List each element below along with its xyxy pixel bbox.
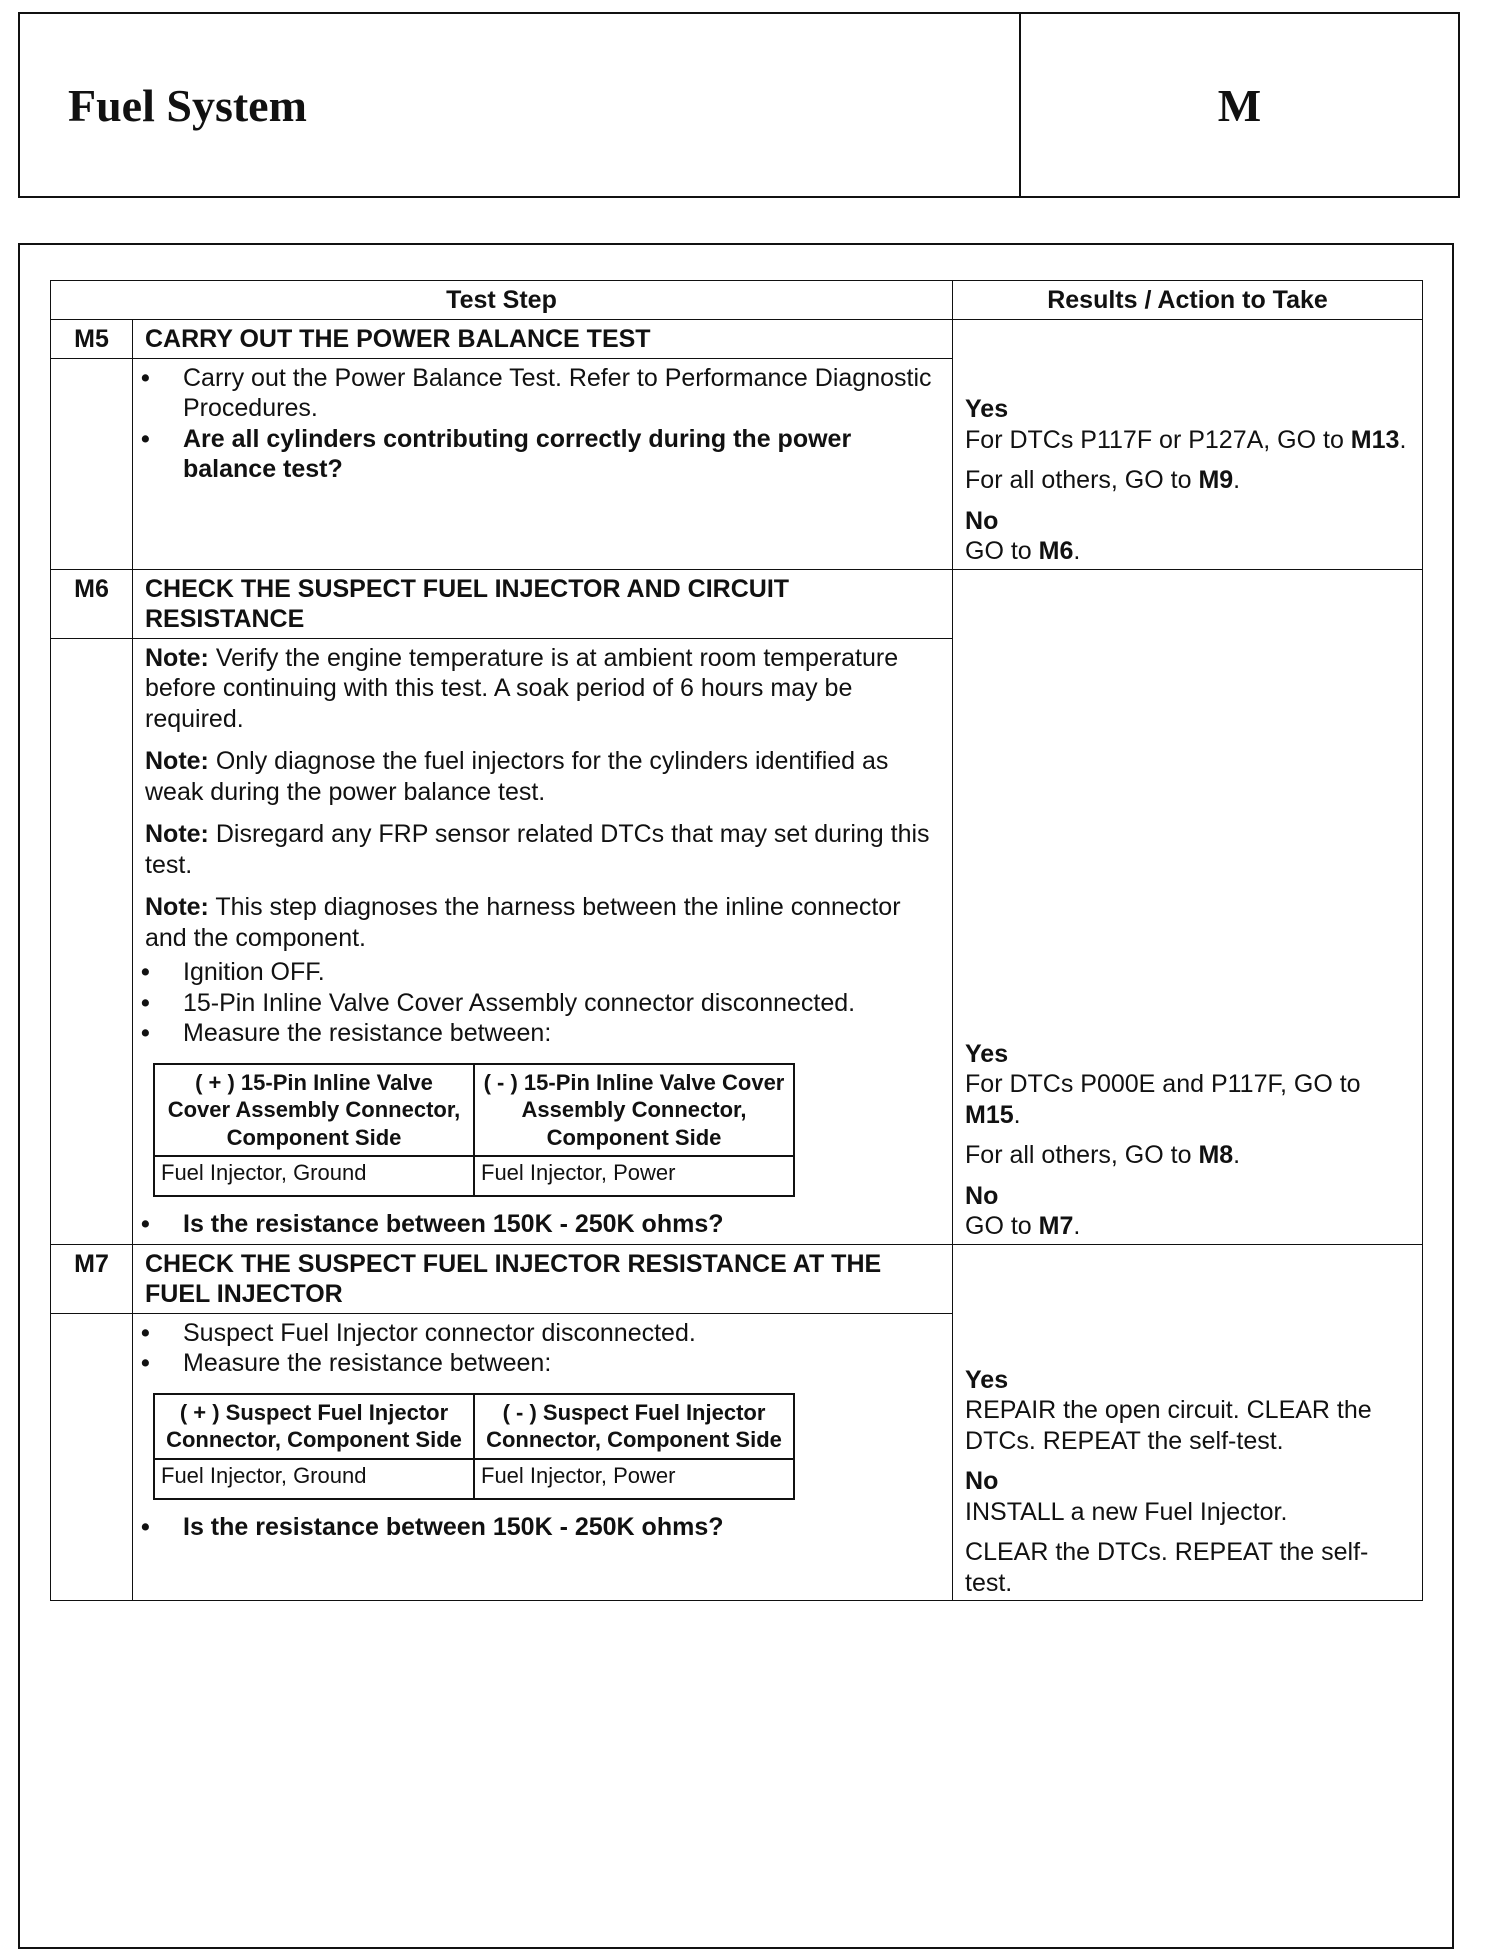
sub-header-positive: ( + ) 15-Pin Inline Valve Cover Assembly Connector, Component Side	[154, 1064, 474, 1157]
step-m5-title-row	[51, 320, 1423, 359]
step-reference: M15	[965, 1100, 1014, 1129]
result-line: CLEAR the DTCs. REPEAT the self-test.	[965, 1538, 1369, 1597]
page-title: Fuel System	[20, 14, 1021, 196]
step-id-spacer	[51, 638, 133, 1244]
list-item: • Is the resistance between 150K - 250K ohms?	[141, 1512, 940, 1543]
step-reference: M13	[1350, 425, 1400, 454]
yes-label: Yes	[965, 1039, 1009, 1068]
note: Note: This step diagnoses the harness between the inline connector and the component.	[145, 893, 901, 952]
no-label: No	[965, 506, 999, 535]
step-m6-title-row	[51, 569, 1423, 638]
result-line: GO to M7.	[965, 1212, 1081, 1240]
step-reference: M7	[1038, 1212, 1074, 1240]
step-reference: M8	[1198, 1141, 1234, 1169]
sub-header-positive: ( + ) Suspect Fuel Injector Connector, Component Side	[154, 1394, 474, 1459]
resistance-table	[153, 1393, 795, 1500]
step-title: CHECK THE SUSPECT FUEL INJECTOR AND CIRCUIT RESISTANCE	[133, 569, 953, 638]
sub-cell: Fuel Injector, Power	[474, 1156, 794, 1196]
result-line: INSTALL a new Fuel Injector.	[965, 1497, 1288, 1526]
list-item: • 15-Pin Inline Valve Cover Assembly connector disconnected.	[141, 988, 940, 1019]
step-body	[133, 638, 953, 1244]
result-line: For all others, GO to M8.	[965, 1141, 1241, 1169]
step-reference: M9	[1198, 466, 1234, 494]
step-id: M5	[51, 320, 133, 359]
list-item: • Carry out the Power Balance Test. Refer to Performance Diagnostic Procedures.	[141, 363, 940, 424]
step-id-spacer	[51, 1313, 133, 1601]
no-label: No	[965, 1467, 999, 1495]
sub-cell: Fuel Injector, Ground	[154, 1156, 474, 1196]
result-line: For all others, GO to M9.	[965, 466, 1241, 494]
note: Note: Disregard any FRP sensor related DTCs that may set during this test.	[145, 820, 930, 879]
diagnostic-table	[50, 280, 1423, 1601]
step-title: CHECK THE SUSPECT FUEL INJECTOR RESISTANCE AT THE FUEL INJECTOR	[133, 1244, 953, 1313]
yes-label: Yes	[965, 395, 1009, 423]
no-label: No	[965, 1181, 999, 1210]
step-body	[133, 1313, 953, 1601]
sub-header-negative: ( - ) 15-Pin Inline Valve Cover Assembly Connector, Component Side	[474, 1064, 794, 1157]
page-header	[18, 12, 1460, 198]
step-id: M7	[51, 1244, 133, 1313]
result-line: REPAIR the open circuit. CLEAR the DTCs. REPEAT the self-test.	[965, 1396, 1372, 1455]
list-item: • Suspect Fuel Injector connector disconnected.	[141, 1318, 940, 1349]
resistance-table	[153, 1063, 795, 1198]
note: Note: Verify the engine temperature is at ambient room temperature before continuing with this test. A soak period of 6 hours may be required.	[145, 643, 899, 733]
table-header-row	[51, 281, 1423, 320]
step-m6-results	[953, 569, 1423, 1244]
step-title: CARRY OUT THE POWER BALANCE TEST	[133, 320, 953, 359]
step-id-spacer	[51, 358, 133, 569]
column-header-test-step: Test Step	[51, 281, 953, 320]
step-reference: M6	[1038, 537, 1074, 565]
result-line: GO to M6.	[965, 537, 1081, 565]
sub-header-negative: ( - ) Suspect Fuel Injector Connector, Component Side	[474, 1394, 794, 1459]
step-id: M6	[51, 569, 133, 638]
step-m5-results	[953, 320, 1423, 570]
list-item: • Measure the resistance between:	[141, 1018, 940, 1049]
column-header-results: Results / Action to Take	[953, 281, 1423, 320]
step-m7-results	[953, 1244, 1423, 1601]
yes-label: Yes	[965, 1365, 1009, 1394]
content-frame	[18, 243, 1454, 1949]
result-line: For DTCs P117F or P127A, GO to M13.	[965, 425, 1407, 454]
section-code: M	[1217, 79, 1262, 131]
list-item: • Measure the resistance between:	[141, 1348, 940, 1379]
list-item: • Is the resistance between 150K - 250K ohms?	[141, 1209, 940, 1240]
result-line: For DTCs P000E and P117F, GO to M15.	[965, 1070, 1361, 1129]
step-m7-title-row	[51, 1244, 1423, 1313]
note: Note: Only diagnose the fuel injectors for the cylinders identified as weak during the power balance test.	[145, 747, 889, 806]
sub-cell: Fuel Injector, Ground	[154, 1459, 474, 1499]
list-item: • Ignition OFF.	[141, 957, 940, 988]
step-body	[133, 358, 953, 569]
sub-cell: Fuel Injector, Power	[474, 1459, 794, 1499]
list-item: • Are all cylinders contributing correctly during the power balance test?	[141, 424, 940, 485]
